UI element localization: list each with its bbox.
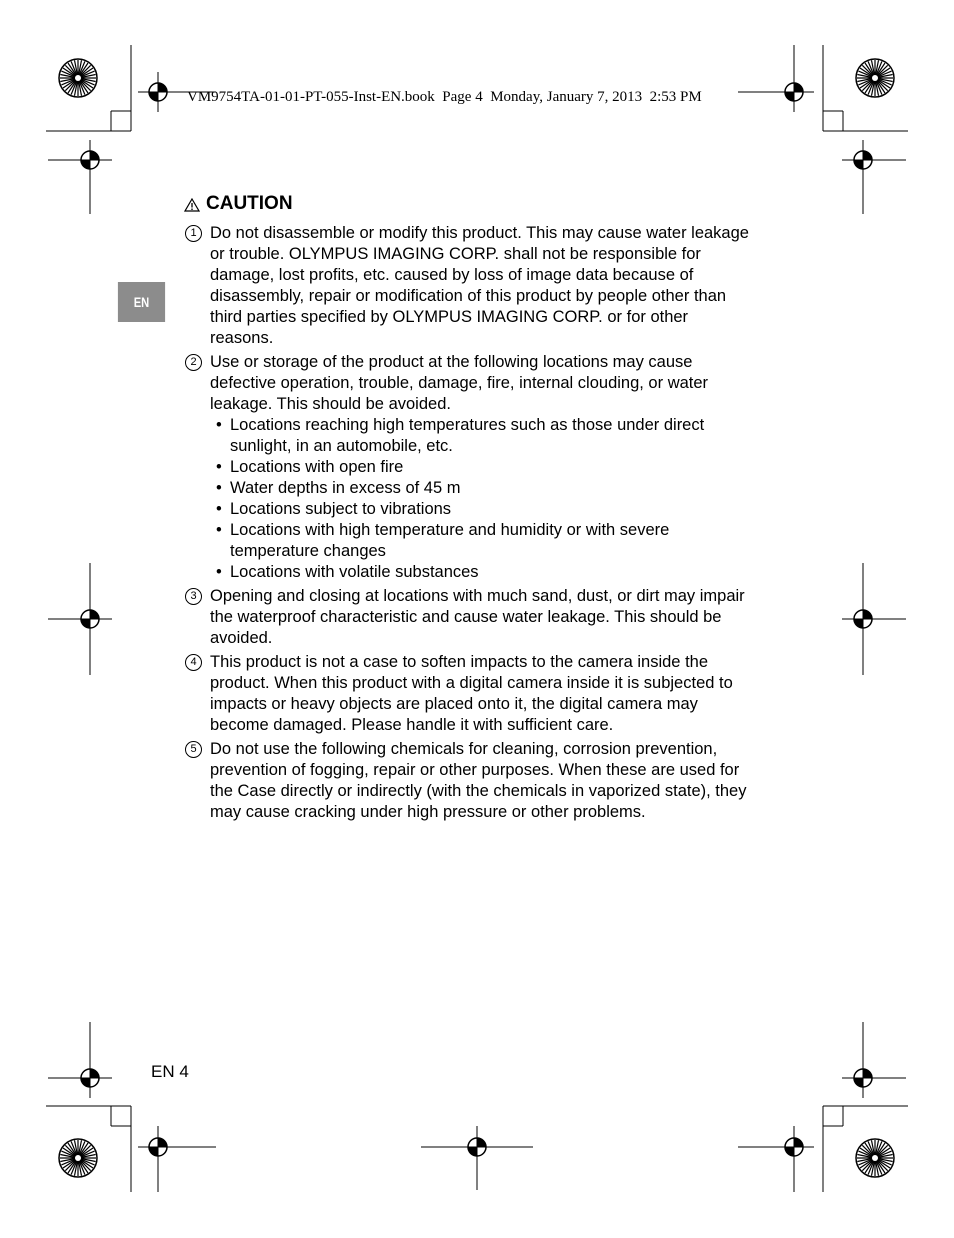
list-item: • Locations with volatile substances — [216, 563, 479, 581]
location-bullet-list — [210, 415, 754, 583]
caution-section — [184, 190, 754, 826]
list-item: • Locations with high temperature and humidity or with severe temperature changes — [216, 521, 670, 560]
caution-item-text: This product is not a case to soften impacts to the camera inside the product. When this product with a digital camera inside it is subjected to impacts or heavy objects are placed onto it, the digital camera may become damaged. Please handle it with sufficient care. — [210, 653, 733, 734]
caution-item-text: Do not disassemble or modify this product. This may cause water leakage or trouble. OLYMPUS IMAGING CORP. shall not be responsible for damage, lost profits, etc. caused by loss of image data because of disassembly, repair or modification of this product by people other than third parties specified by OLYMPUS IMAGING CORP. or for other reasons. — [210, 224, 749, 347]
item-number-badge: 5 — [185, 741, 202, 758]
list-item: • Locations subject to vibrations — [216, 500, 452, 518]
item-number-badge: 3 — [185, 588, 202, 605]
caution-item-1 — [184, 223, 754, 349]
caution-item-4 — [184, 652, 754, 736]
page-number: EN 4 — [151, 1062, 189, 1081]
star-target-top-left — [59, 59, 97, 97]
list-item: • Water depths in excess of 45 m — [216, 479, 461, 497]
caution-item-2 — [184, 352, 754, 583]
book-header-line: VM9754TA-01-01-PT-055-Inst-EN.book Page 4 Monday, January 7, 2013 2:53 PM — [187, 89, 702, 105]
caution-item-text: Opening and closing at locations with much sand, dust, or dirt may impair the waterproof characteristic and cause water leakage. This should be avoided. — [210, 587, 745, 647]
item-number-badge: 4 — [185, 654, 202, 671]
star-target-bottom-right — [856, 1139, 894, 1177]
warning-triangle-icon — [184, 198, 200, 212]
language-tab: EN — [118, 282, 165, 322]
list-item: • Locations with open fire — [216, 458, 404, 476]
caution-item-5 — [184, 739, 754, 823]
caution-item-text: Use or storage of the product at the following locations may cause defective operation, trouble, damage, fire, internal clouding, or water leakage. This should be avoided. — [210, 353, 709, 413]
star-target-bottom-left — [59, 1139, 97, 1177]
caution-item-text: Do not use the following chemicals for cleaning, corrosion prevention, prevention of fogging, repair or other purposes. When these are used for the Case directly or indirectly (with the chemicals in vaporized state), they may cause cracking under high pressure or other problems. — [210, 740, 747, 821]
item-number-badge: 2 — [185, 354, 202, 371]
caution-heading — [184, 190, 754, 216]
list-item: • Locations reaching high temperatures such as those under direct sunlight, in an automobile, etc. — [216, 416, 705, 455]
caution-item-3 — [184, 586, 754, 649]
star-target-top-right — [856, 59, 894, 97]
item-number-badge: 1 — [185, 225, 202, 242]
caution-title: CAUTION — [206, 192, 293, 214]
